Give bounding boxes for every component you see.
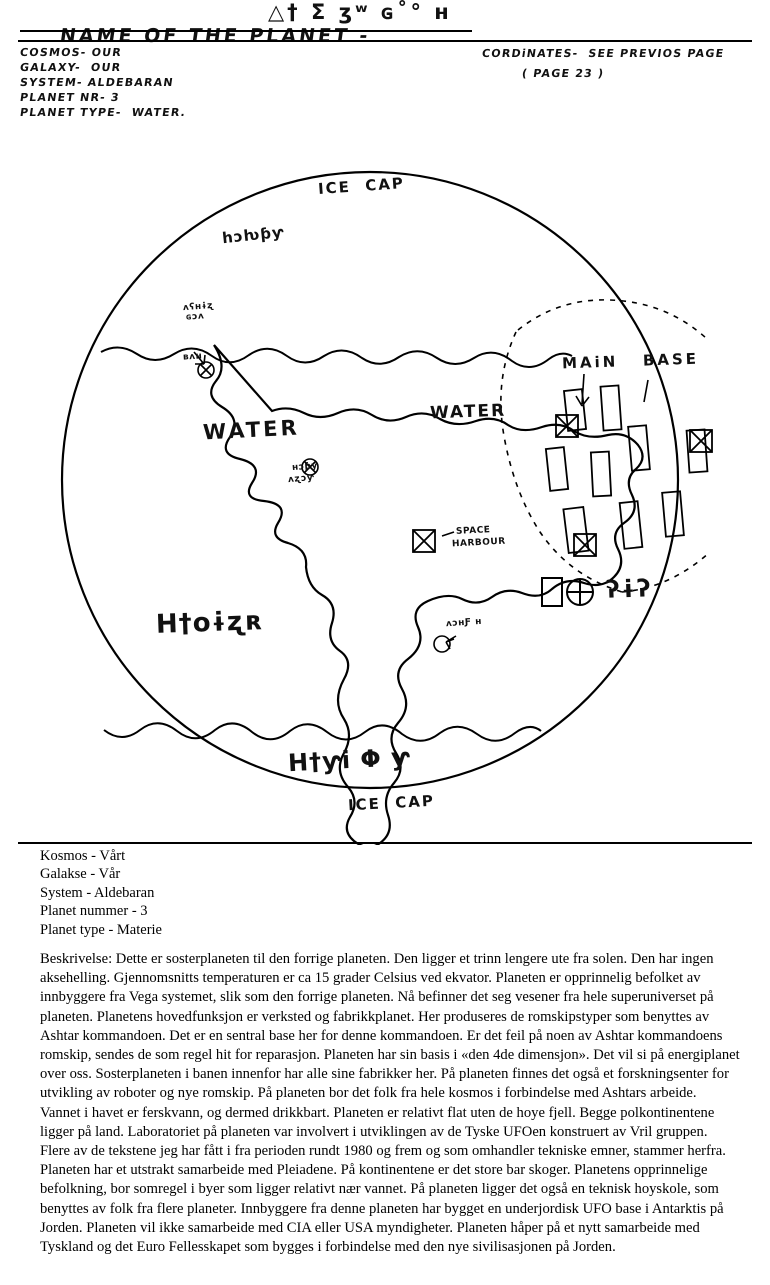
base-region-boundary-left [501, 332, 622, 592]
map-rune-small-1b: ɢɔʌ [185, 311, 205, 323]
coordinates-page-ref: ( PAGE 23 ) [521, 67, 606, 80]
meta-planet-nr: PLANET NR- 3 [19, 91, 121, 104]
planet-circle-outline [62, 172, 678, 788]
map-markers [194, 352, 456, 652]
base-tick-arrow [644, 380, 648, 402]
map-label-water-right: WATER [429, 400, 507, 424]
legend-system: System - Aldebaran [40, 884, 155, 901]
map-label-ice-cap-bottom: ICE CAP [347, 791, 436, 815]
base-region-boundary-bottom [622, 552, 710, 592]
legend-planet-nr: Planet nummer - 3 [40, 903, 148, 920]
legend-planet-type: Planet type - Materie [40, 921, 162, 938]
map-label-main-base: MAiN BASE [561, 349, 700, 373]
map-rune-lower-right: ʌɔʜƑ ʜ [445, 616, 483, 630]
map-label-space-harbour-line2: HARBOUR [451, 536, 506, 550]
meta-planet-type: PLANET TYPE- WATER. [19, 106, 187, 119]
coordinates-line: CORDiNATES- SEE PREVIOS PAGE [481, 47, 726, 60]
description-text [40, 950, 740, 1257]
legend-block [40, 847, 162, 939]
map-rune-right-tail: ʔɨʔ [605, 574, 654, 604]
rune-box [542, 578, 562, 606]
planet-meta-block [20, 45, 186, 120]
legend-galakse: Galakse - Vår [40, 866, 121, 883]
coordinates-note [482, 44, 724, 82]
map-rune-big-left: Η†oɨʐʀ [155, 606, 265, 640]
page-title-text: NAME OF THE PLANET - [58, 25, 373, 47]
base-buildings [546, 385, 708, 553]
map-rune-bottom: Η†ƴi Φ ƴ [287, 742, 412, 778]
base-region-boundary-top [518, 300, 706, 338]
legend-divider [18, 842, 752, 844]
map-rune-small-1: ʌʕʜɨʐ [182, 300, 215, 314]
map-rune-top: hɔƕƥƴ [221, 222, 286, 248]
planet-map [18, 130, 752, 845]
map-label-space-harbour-line1: SPACE [455, 525, 491, 537]
planet-map-drawing [18, 130, 752, 845]
meta-galaxy: GALAXY- OUR [19, 61, 123, 74]
landing-pads [413, 415, 712, 556]
map-rune-mid-b: ʌʐɔƴ [287, 472, 315, 486]
map-label-ice-cap-top: ICE CAP [317, 173, 406, 199]
ice-cap-bottom-boundary [104, 723, 541, 741]
meta-cosmos: COSMOS- OUR [19, 46, 123, 59]
title-underline [20, 30, 472, 32]
planet-name-glyphs: △† Σ ʒʷ ɢ˚° ʜ [268, 0, 452, 24]
meta-system: SYSTEM- ALDEBARAN [19, 76, 175, 89]
map-rune-ball: ʙʌʜ [182, 351, 203, 363]
description-paragraph: Beskrivelse: Dette er sosterplaneten til den forrige planeten. Den ligger et trinn lengere ute fra solen. Den har ingen aksehelling. Gjennomsnitts temperaturen er ca 15 grader Celsius ved ekvator. Planeten er opprinnelig befolket av innbyggere fra Vega systemet, slik som den forrige planeten. Nå befinner det seg vesener fra hele superuniverset på planeten. Planetens hovedfunksjon er verksted og fabrikkplanet. Her produseres de romskipstyper som benyttes av Ashtar kommandoen. Det er en sentral base her for denne kommandoen. Er det feil på noen av Ashtar kommandoens romskip, sendes de som regel hit for reparasjon. Planeten har sin basis i «den 4de dimensjon». Det vil si på energiplanet over oss. Sosterplaneten i banen innenfor har alle sine fabrikker her. På planeten finnes det også et forskningsenter for utvikling av roboter og nye romskip. På planeten bor det folk fra hele kosmos i forbindelse med Ashtars arbeide. Vannet i havet er ferskvann, og dermed drikkbart. Planeten er relativt flat uten de hoye fjell. Begge polkontinentene ligger på land. Laboratoriet på planeten var involvert i utviklingen av de Tyske UFOen konstruert av Vril gruppen. Flere av de tekstene jeg har fått i fra perioden rundt 1980 og frem og som omhandler tekniske emner, stammer herfra. Planeten har et utstrakt samarbeide med Pleiadene. På kontinentene er det store bar skoger. Planetens opprinnelige befolkning, bor somregel i byer som ligger relativt nær vannet. På planeten ligger det også en teknisk hoyskole, som benyttes av folk fra flere planeter. Innbyggere fra denne planeten har bygget en underjordisk UFO base i Antarktis på Jorden. Planeten vil ikke samarbeide med CIA eller USA myndigheter. Planeten håper på et nytt samarbeide med Tyskland og det Euro Fellesskapet som bygges i forbindelse med den nye sivilisasjonen på Jorden. [40, 951, 740, 1256]
header-divider [18, 40, 752, 42]
map-rune-mid: ʜɔƥƴ [291, 460, 320, 474]
ice-cap-top-boundary [101, 347, 572, 367]
legend-kosmos: Kosmos - Vårt [40, 848, 126, 864]
map-label-water-left: WATER [202, 415, 301, 445]
